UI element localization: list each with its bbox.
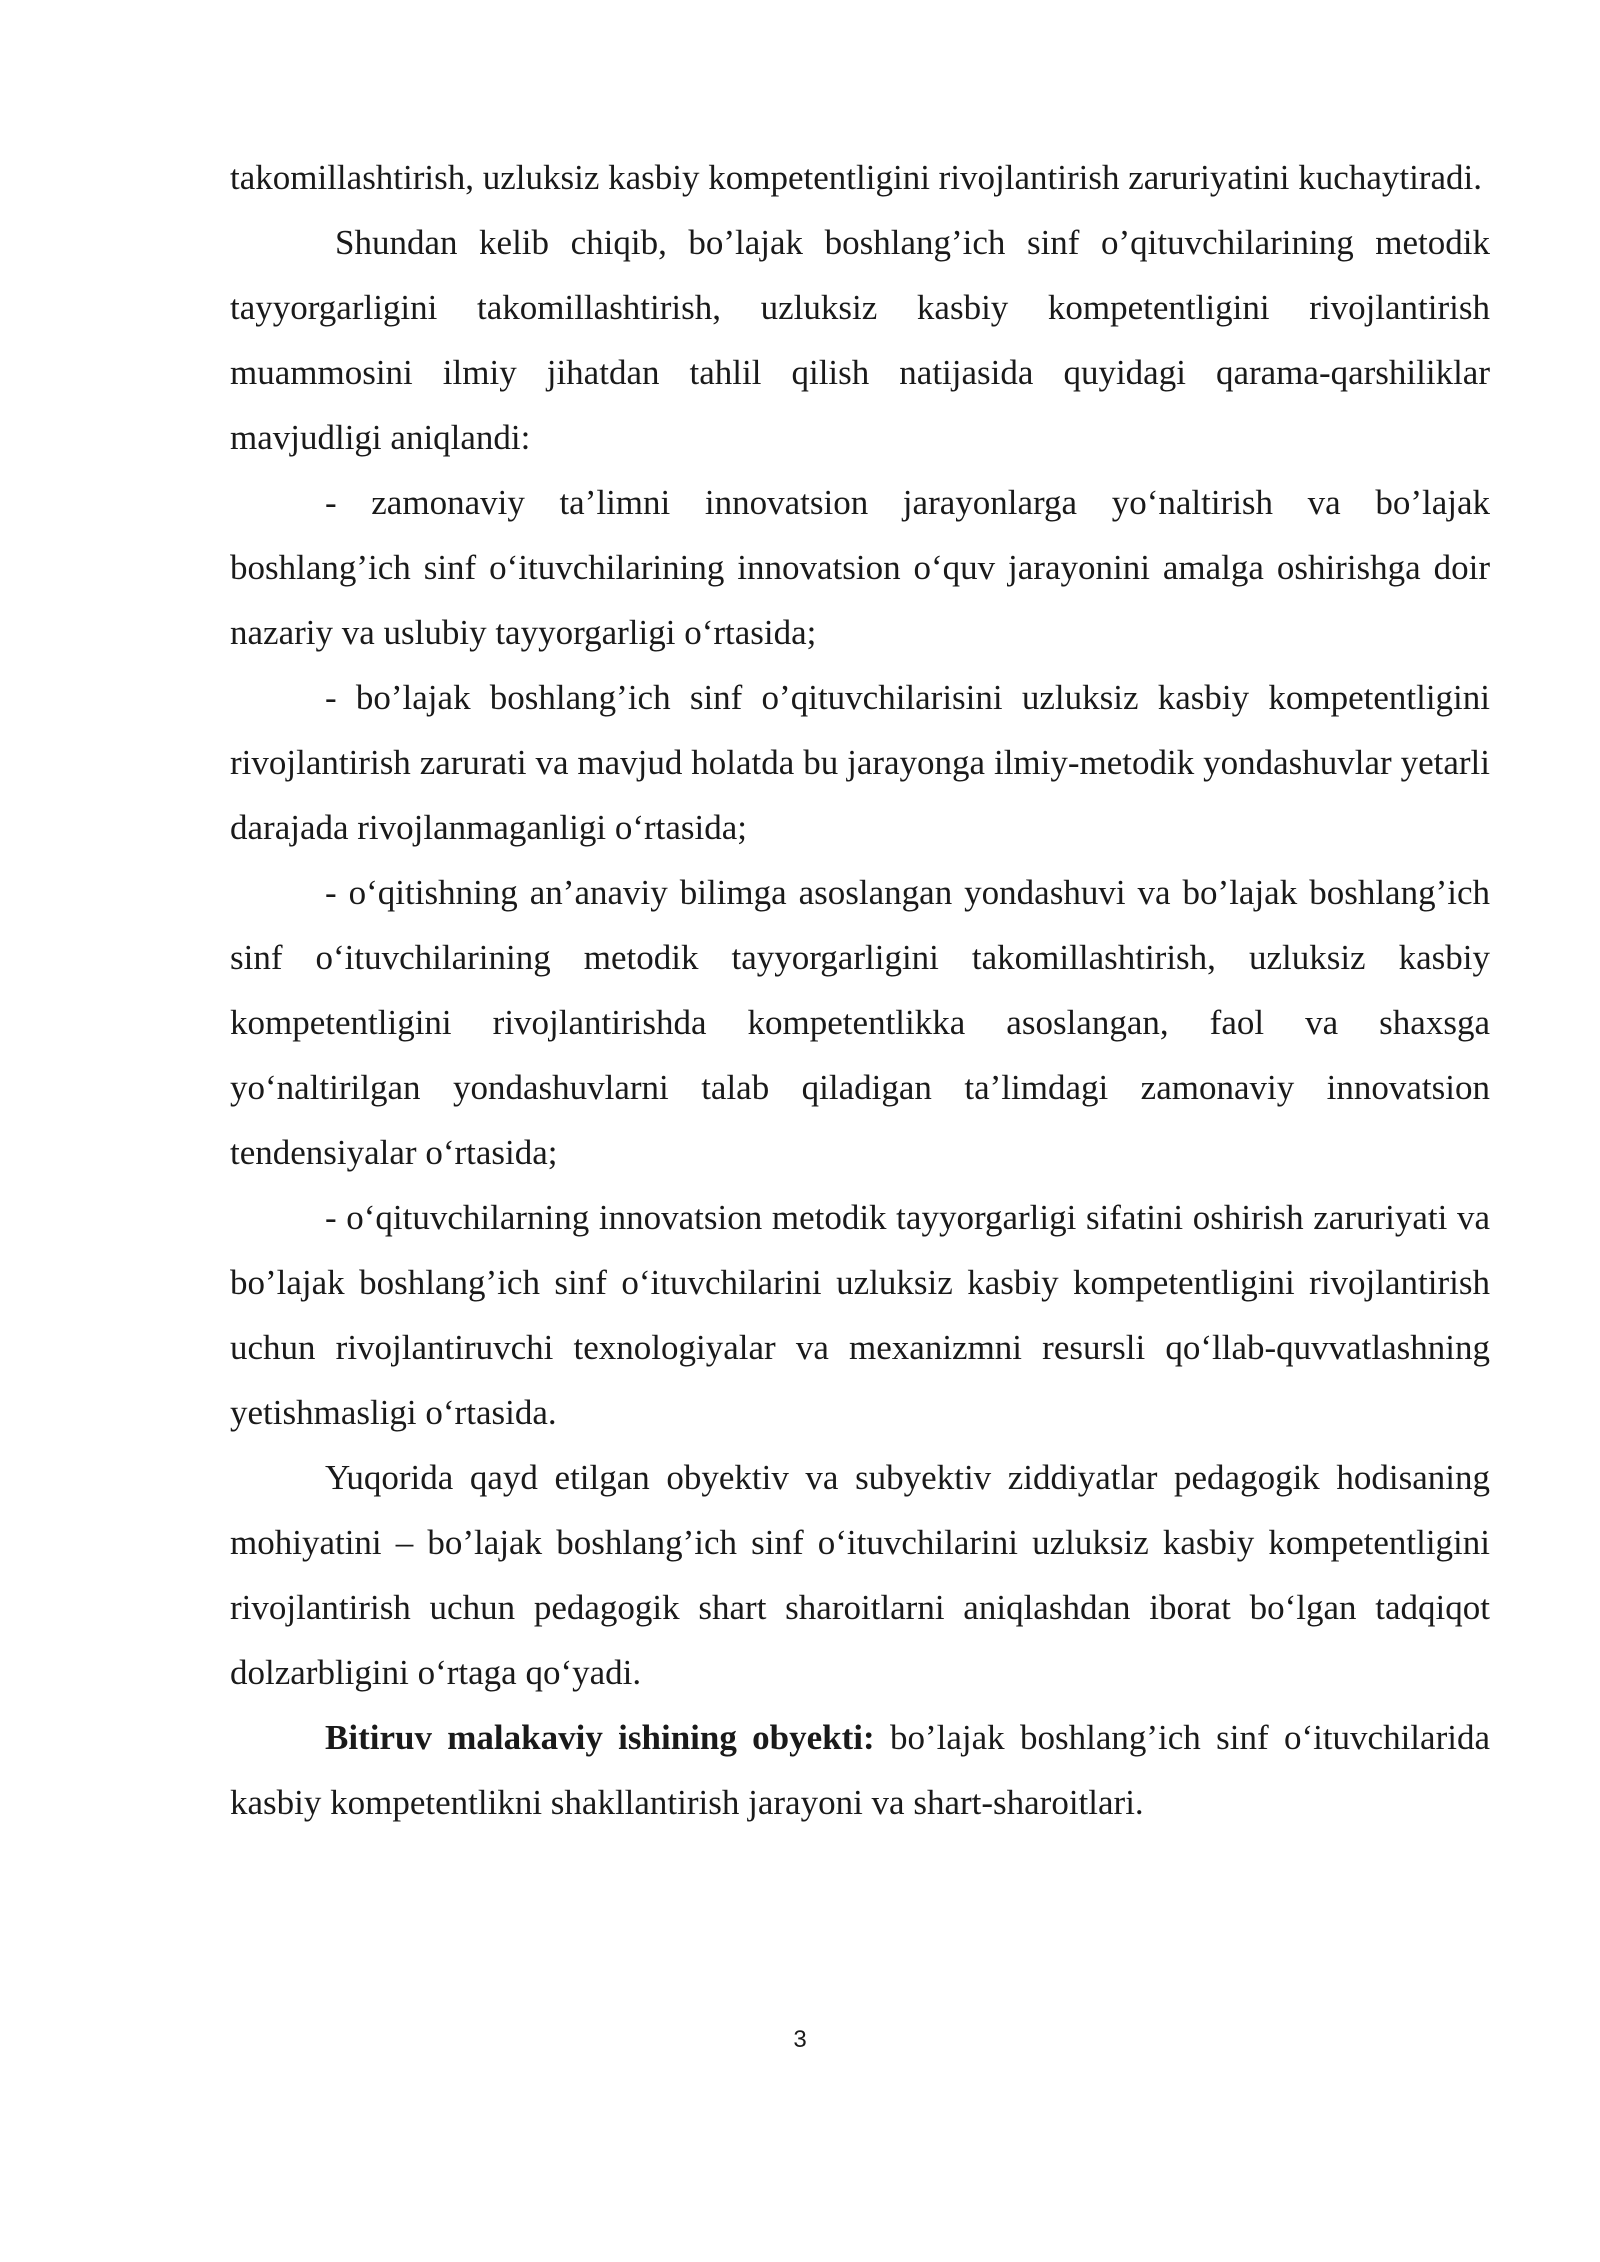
list-item-contradiction-4: - o‘qituvchilarning innovatsion metodik tayyorgarligi sifatini oshirish zaruriyati va bo’lajak boshlang’ich sinf o‘ituvchilarini uzluksiz kasbiy kompetentligini rivojlantirish uchun rivojlantiruvchi texnologiyalar va mexanizmni resursli qo‘llab-quvvatlashning yetishmasligi o‘rtasida.	[230, 1198, 1490, 1432]
paragraph-research-object	[230, 1705, 1490, 1835]
paragraph-problem-statement: Shundan kelib chiqib, bo’lajak boshlang’ich sinf o’qituvchilarining metodik tayyorgarligini takomillashtirish, uzluksiz kasbiy kompetentligini rivojlantirish muammosini ilmiy jihatdan tahlil qilish natijasida quyidagi qarama-qarshiliklar mavjudligi aniqlandi:	[230, 223, 1490, 457]
research-object-heading: Bitiruv malakaviy ishining obyekti:	[325, 1718, 875, 1757]
page-number: 3	[793, 2026, 807, 2053]
list-item-contradiction-2: - bo’lajak boshlang’ich sinf o’qituvchilarisini uzluksiz kasbiy kompetentligini rivojlantirish zarurati va mavjud holatda bu jarayonga ilmiy-metodik yondashuvlar yetarli darajada rivojlanmaganligi o‘rtasida;	[230, 678, 1490, 847]
paragraph-relevance: Yuqorida qayd etilgan obyektiv va subyektiv ziddiyatlar pedagogik hodisaning mohiyatini – bo’lajak boshlang’ich sinf o‘ituvchilarini uzluksiz kasbiy kompetentligini rivojlantirish uchun pedagogik shart sharoitlarni aniqlashdan iborat bo‘lgan tadqiqot dolzarbligini o‘rtaga qo‘yadi.	[230, 1458, 1490, 1692]
paragraph-continuation: takomillashtirish, uzluksiz kasbiy kompetentligini rivojlantirish zaruriyatini kuchaytiradi.	[230, 158, 1482, 197]
list-item-contradiction-1: - zamonaviy ta’limni innovatsion jarayonlarga yo‘naltirish va bo’lajak boshlang’ich sinf o‘ituvchilarining innovatsion o‘quv jarayonini amalga oshirishga doir nazariy va uslubiy tayyorgarligi o‘rtasida;	[230, 483, 1490, 652]
document-body	[230, 145, 1490, 1835]
research-object-text: bo’lajak boshlang’ich sinf o‘ituvchilarida kasbiy kompetentlikni shakllantirish jarayoni va shart-sharoitlari.	[230, 1718, 1490, 1822]
list-item-contradiction-3: - o‘qitishning an’anaviy bilimga asoslangan yondashuvi va bo’lajak boshlang’ich sinf o‘ituvchilarining metodik tayyorgarligini takomillashtirish, uzluksiz kasbiy kompetentligini rivojlantirishda kompetentlikka asoslangan, faol va shaxsga yo‘naltirilgan yondashuvlarni talab qiladigan ta’limdagi zamonaviy innovatsion tendensiyalar o‘rtasida;	[230, 873, 1490, 1172]
